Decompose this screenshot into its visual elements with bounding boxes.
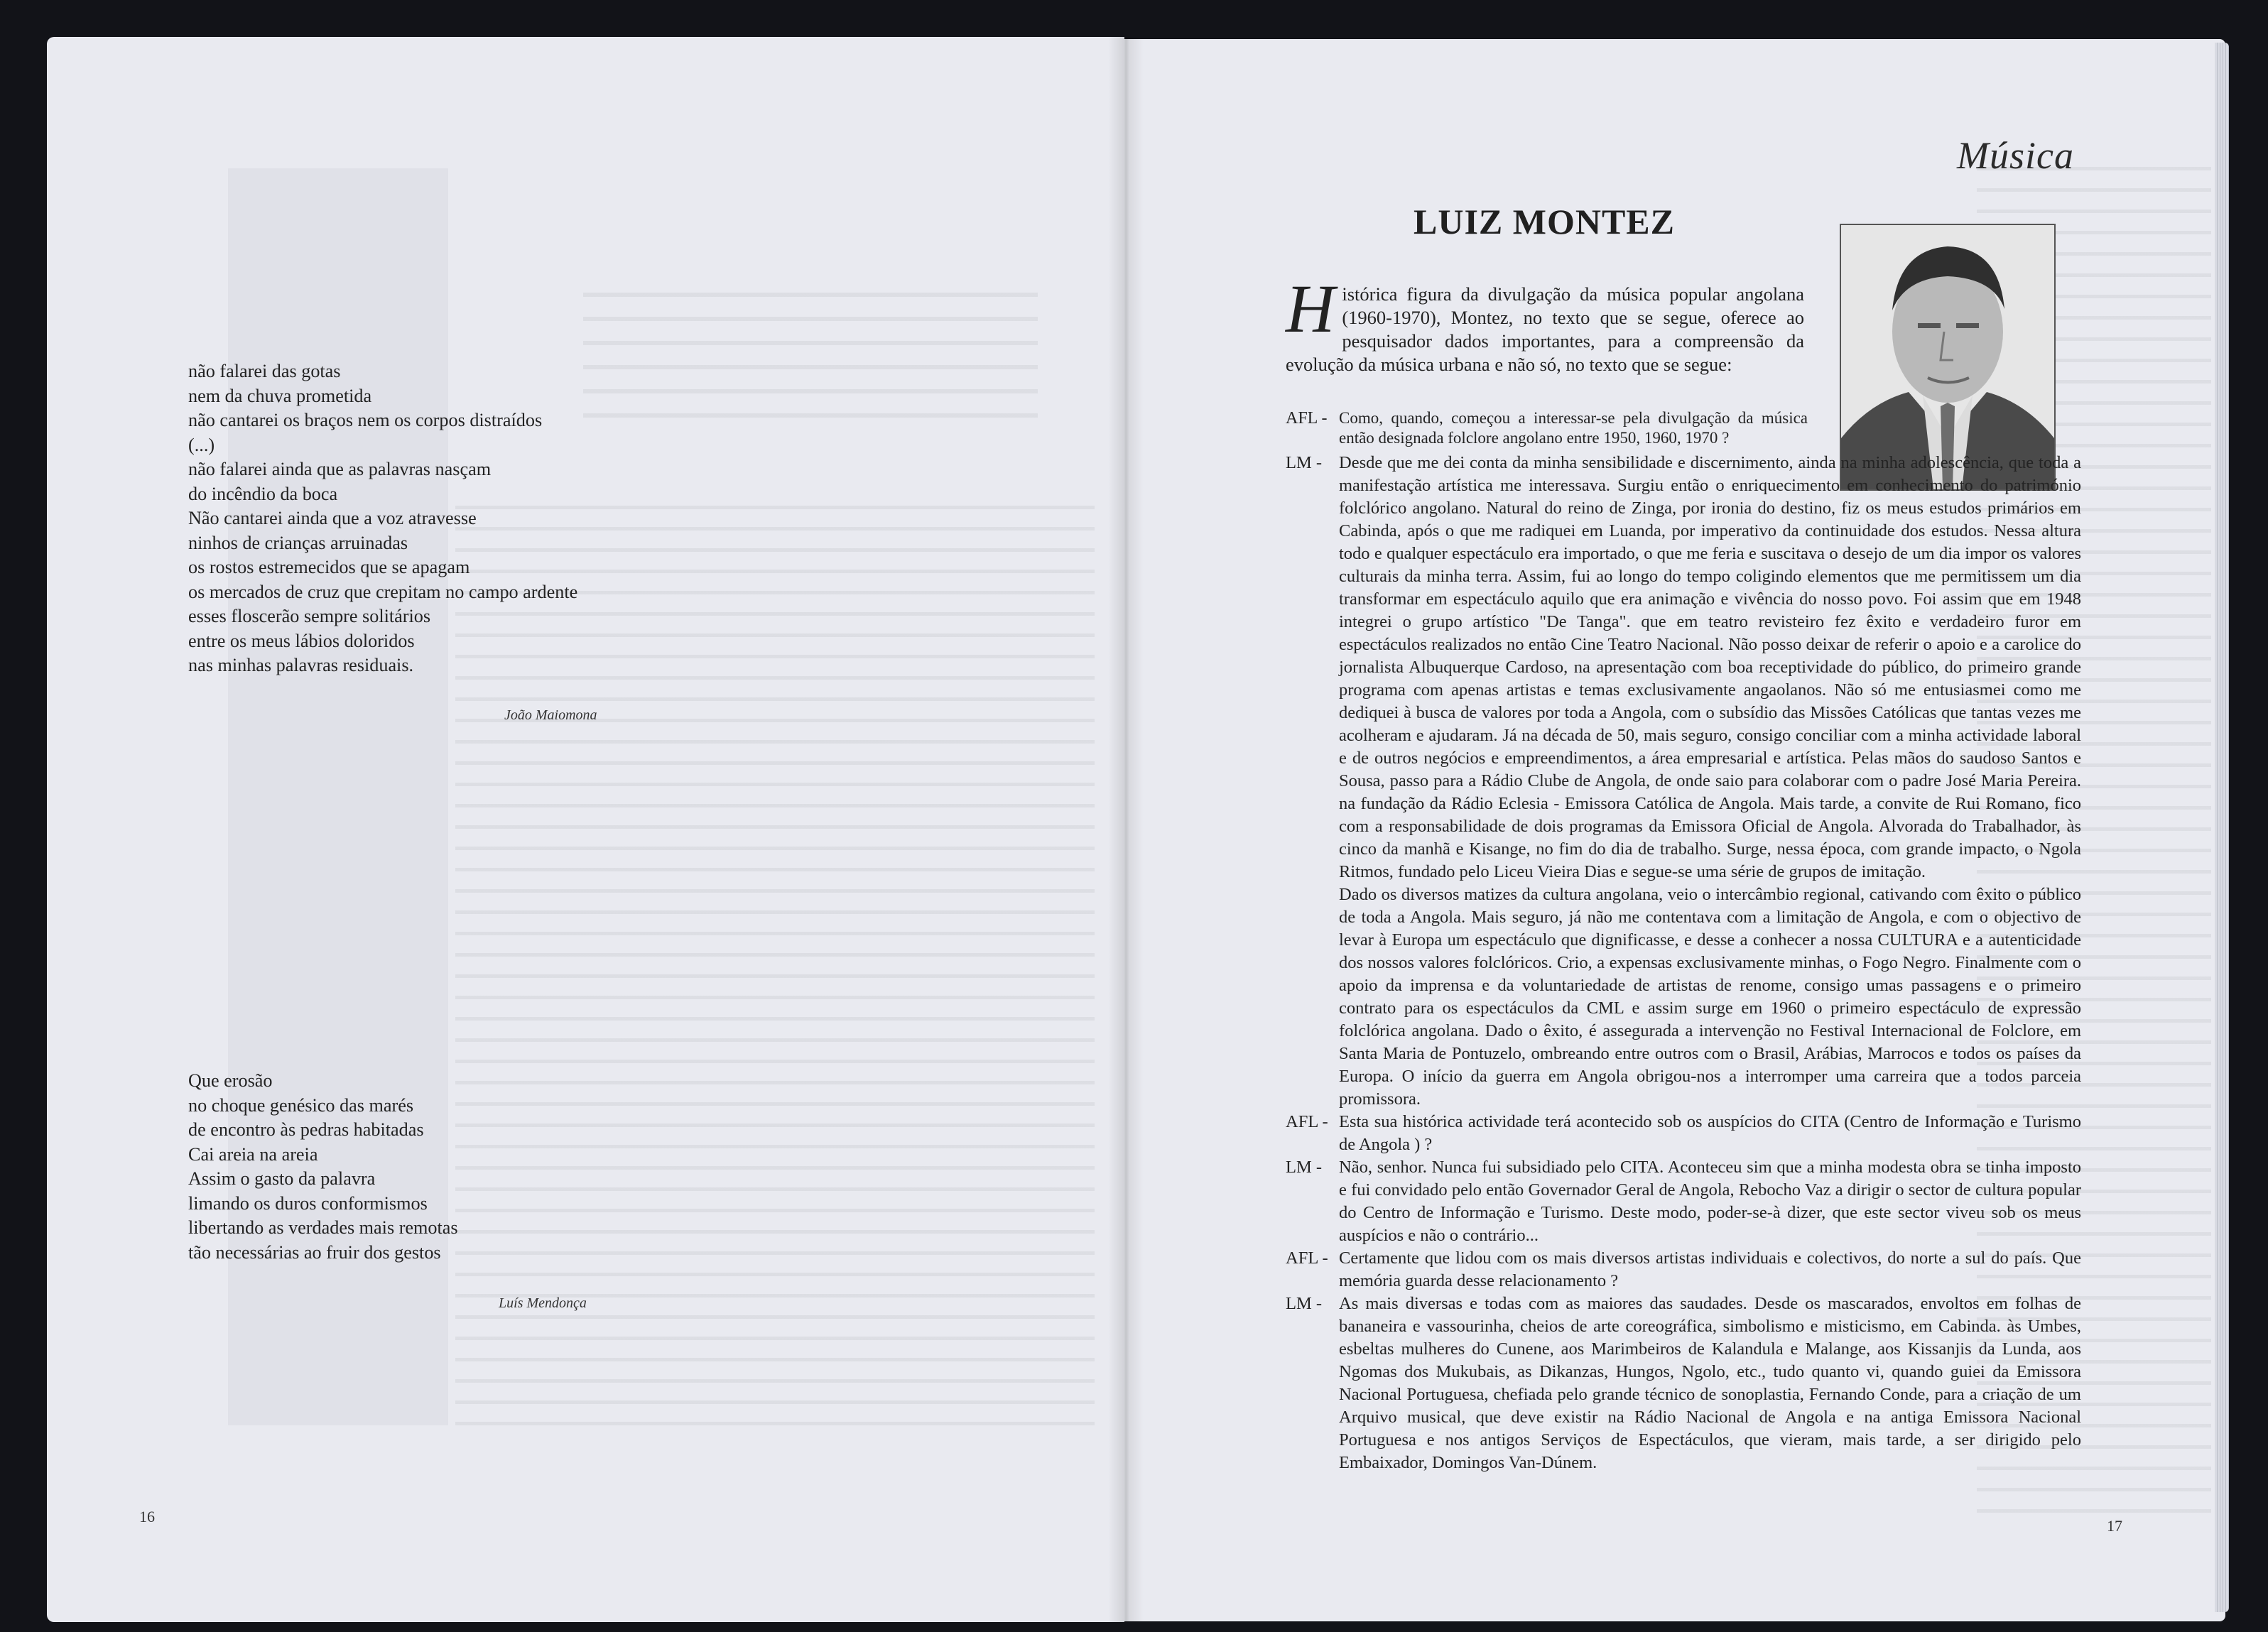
- poem-line: esses floscerão sempre solitários: [188, 606, 431, 626]
- qa-text: Esta sua histórica actividade terá acontecido sob os auspícios do CITA (Centro de Informação e Turismo de Angola ) ?: [1339, 1112, 2081, 1154]
- poem-line: (...): [188, 434, 215, 455]
- speaker: LM -: [1286, 453, 1323, 472]
- qa-text: Certamente que lidou com os mais diversos artistas individuais e colectivos, do norte a sul do país. Que memória guarda desse relacionamento ?: [1339, 1249, 2081, 1290]
- poem-author: João Maiomona: [504, 707, 597, 723]
- book-gutter: [1108, 37, 1144, 1622]
- interview-part-1: [1286, 408, 1808, 448]
- article-intro: [1286, 271, 1804, 376]
- page-number-left: 16: [139, 1508, 155, 1525]
- speaker: LM -: [1286, 1294, 1323, 1313]
- qa-item: [1286, 883, 2081, 1111]
- poem-line: Assim o gasto da palavra: [188, 1168, 376, 1189]
- poem-line: limando os duros conformismos: [188, 1192, 428, 1214]
- qa-text: Desde que me dei conta da minha sensibilidade e discernimento, ainda na minha adolescência, que toda a manifestação artística me interessava. Surgiu então o enriquecimento em conhecimento do património folclórico angolano. Natural do reino de Zinga, por ironia do destino, fiz os meus estudos primários em Cabinda, após o que me radiquei em Luanda, por imperativo da continuidade dos estudos. Nessa altura todo e qualquer espectáculo era importado, o que me feria e suscitava o desejo de um dia impor os valores culturais da minha terra. Assim, fui ao longo do tempo coligindo elementos que me permitissem um dia transformar em espectáculo aquilo que era animação e vivência do nosso povo. Foi assim que em 1948 integrei o grupo artístico "De Tanga". que em teatro revisteiro fez êxito e verdadeiro furor em espectáculos realizados no então Cine Teatro Nacional. Não posso deixar de referir o apoio e a carolice do jornalista Albuquerque Cardoso, na apresentação com boa receptividade do público, do primeiro grande programa com apenas artistas e temas exclusivamente angaolanos. Não só me entusiasmei como me dediquei à busca de valores por toda a Angola, com o subsídio das Missões Católicas que tantas vezes me acolheram e ajudaram. Já na década de 50, mais seguro, consigo conciliar com a minha actividade laboral e de outros negócios e empreendimentos, a área empresarial e artística. Pelas mãos do saudoso Santos e Sousa, passo para a Rádio Clube de Angola, de onde saio para colaborar com o padre José Maria Pereira. na fundação da Rádio Eclesia - Emissora Católica de Angola. Mais tarde, a convite de Rui Romano, fico com a responsabilidade de dois programas da Emissora Oficial de Angola. Alvorada do Trabalhador, às cinco da manhã e Kisange, no fim do dia de trabalho. Surge, nessa época, com grande impacto, o Ngola Ritmos, fundado pelo Liceu Vieira Dias e segue-se uma série de grupos de imitação.: [1339, 453, 2081, 881]
- interview-part-2: [1286, 452, 2081, 1474]
- poem-line: no choque genésico das marés: [188, 1094, 414, 1116]
- qa-item: [1286, 408, 1808, 448]
- portrait-illustration: [1841, 225, 2054, 489]
- qa-item: [1286, 1247, 2081, 1293]
- poem-line: os rostos estremecidos que se apagam: [188, 557, 470, 577]
- page-number-right: 17: [2107, 1517, 2122, 1535]
- poem-line: nem da chuva prometida: [188, 385, 372, 406]
- intro-text: istórica figura da divulgação da música popular angolana (1960-1970), Montez, no texto que se segue, oferece ao pesquisador dados importantes, para a compreensão da evolução da música urbana e não só, no texto que se segue:: [1286, 283, 1804, 375]
- poem-author: Luís Mendonça: [499, 1295, 587, 1311]
- drop-cap: H: [1286, 271, 1335, 347]
- article-title: LUIZ MONTEZ: [1414, 202, 1676, 241]
- poem-line: os mercados de cruz que crepitam no campo ardente: [188, 581, 578, 602]
- poem-line: não cantarei os braços nem os corpos distraídos: [188, 410, 543, 430]
- speaker: AFL -: [1286, 409, 1328, 428]
- qa-text: As mais diversas e todas com as maiores das saudades. Desde os mascarados, envoltos em folhas de bananeira e vassourinha, cheios de arte coreográfica, simbolismo e misticismo, em Cabinda. às Umbes, esbeltas mulheres do Cunene, aos Marimbeiros de Kalandula e Malange, aos Kissanjis da Lunda, aos Ngomas dos Mukubais, as Dikanzas, Hungos, Ngolo, etc., tudo quanto vi, quando guiei da Emissora Nacional Portuguesa, chefiada pelo grande técnico de sonoplastia, Fernando Conde, para a criação de um Arquivo musical, que deve existir na Rádio Nacional de Angola e na antiga Emissora Nacional Portuguesa e nos antigos Serviços de Espectáculos, que vieram, mais tarde, a ser dirigido pelo Embaixador, Domingos Van-Dúnem.: [1339, 1294, 2081, 1472]
- poem-luis-mendonca: [188, 1069, 458, 1265]
- speaker: AFL -: [1286, 1112, 1328, 1131]
- poem-line: do incêndio da boca: [188, 483, 338, 504]
- poem-line: Cai areia na areia: [188, 1143, 318, 1165]
- speaker: LM -: [1286, 1158, 1323, 1177]
- qa-text: Não, senhor. Nunca fui subsidiado pelo CITA. Aconteceu sim que a minha modesta obra se tinha imposto e fui convidado pelo então Governador Geral de Angola, Rebocho Vaz a dirigir o sector de cultura popular do Centro de Informação e Turismo. Deste modo, poder-se-à dizer, que este sector viveu sob os meus auspícios e não o contrário...: [1339, 1158, 2081, 1245]
- qa-item: [1286, 1111, 2081, 1156]
- qa-text: Dado os diversos matizes da cultura angolana, veio o intercâmbio regional, cativando com êxito o público de toda a Angola. Mais seguro, já não me contentava com a limitação de Angola, e com o objectivo de levar à Europa um espectáculo que dignificasse, e desse a conhecer a nossa CULTURA e a autenticidade dos nossos valores folclóricos. Crio, a expensas exclusivamente minhas, o Fogo Negro. Finalmente com o apoio da imprensa e da voluntariedade de artistas de renome, consigo umas passagens e o primeiro contrato para os espectáculos da CML e assim surge em 1960 o primeiro espectáculo de expressão folclórica angolana. Dado o êxito, é assegurada a intervenção no Festival Internacional de Folclore, em Santa Maria de Pontuzelo, ombreando entre outros com o Brasil, Arábias, Marrocos e todos os países da Europa. O início da guerra em Angola obrigou-nos a interromper uma carreira que a todos parceia promissora.: [1339, 885, 2081, 1109]
- qa-item: [1286, 1293, 2081, 1474]
- speaker: AFL -: [1286, 1249, 1328, 1268]
- poem-line: de encontro às pedras habitadas: [188, 1119, 424, 1140]
- poem-line: nas minhas palavras residuais.: [188, 655, 414, 675]
- poem-line: entre os meus lábios doloridos: [188, 630, 415, 651]
- poem-line: ninhos de crianças arruinadas: [188, 532, 408, 553]
- portrait-photo: [1840, 224, 2056, 491]
- qa-text: Como, quando, começou a interessar-se pela divulgação da música então designada folclore angolano entre 1950, 1960, 1970 ?: [1339, 409, 1808, 447]
- qa-item: [1286, 452, 2081, 883]
- section-label: Música: [1957, 134, 2074, 177]
- qa-item: [1286, 1156, 2081, 1247]
- page-edges: [2215, 43, 2229, 1612]
- left-page: [47, 37, 1124, 1622]
- poem-line: libertando as verdades mais remotas: [188, 1217, 458, 1238]
- poem-line: não falarei das gotas: [188, 361, 341, 381]
- poem-joao-maiomona: [188, 359, 577, 678]
- poem-line: não falarei ainda que as palavras nasçam: [188, 459, 492, 479]
- poem-line: Não cantarei ainda que a voz atravesse: [188, 508, 477, 528]
- poem-line: tão necessárias ao fruir dos gestos: [188, 1241, 441, 1263]
- poem-line: Que erosão: [188, 1070, 273, 1091]
